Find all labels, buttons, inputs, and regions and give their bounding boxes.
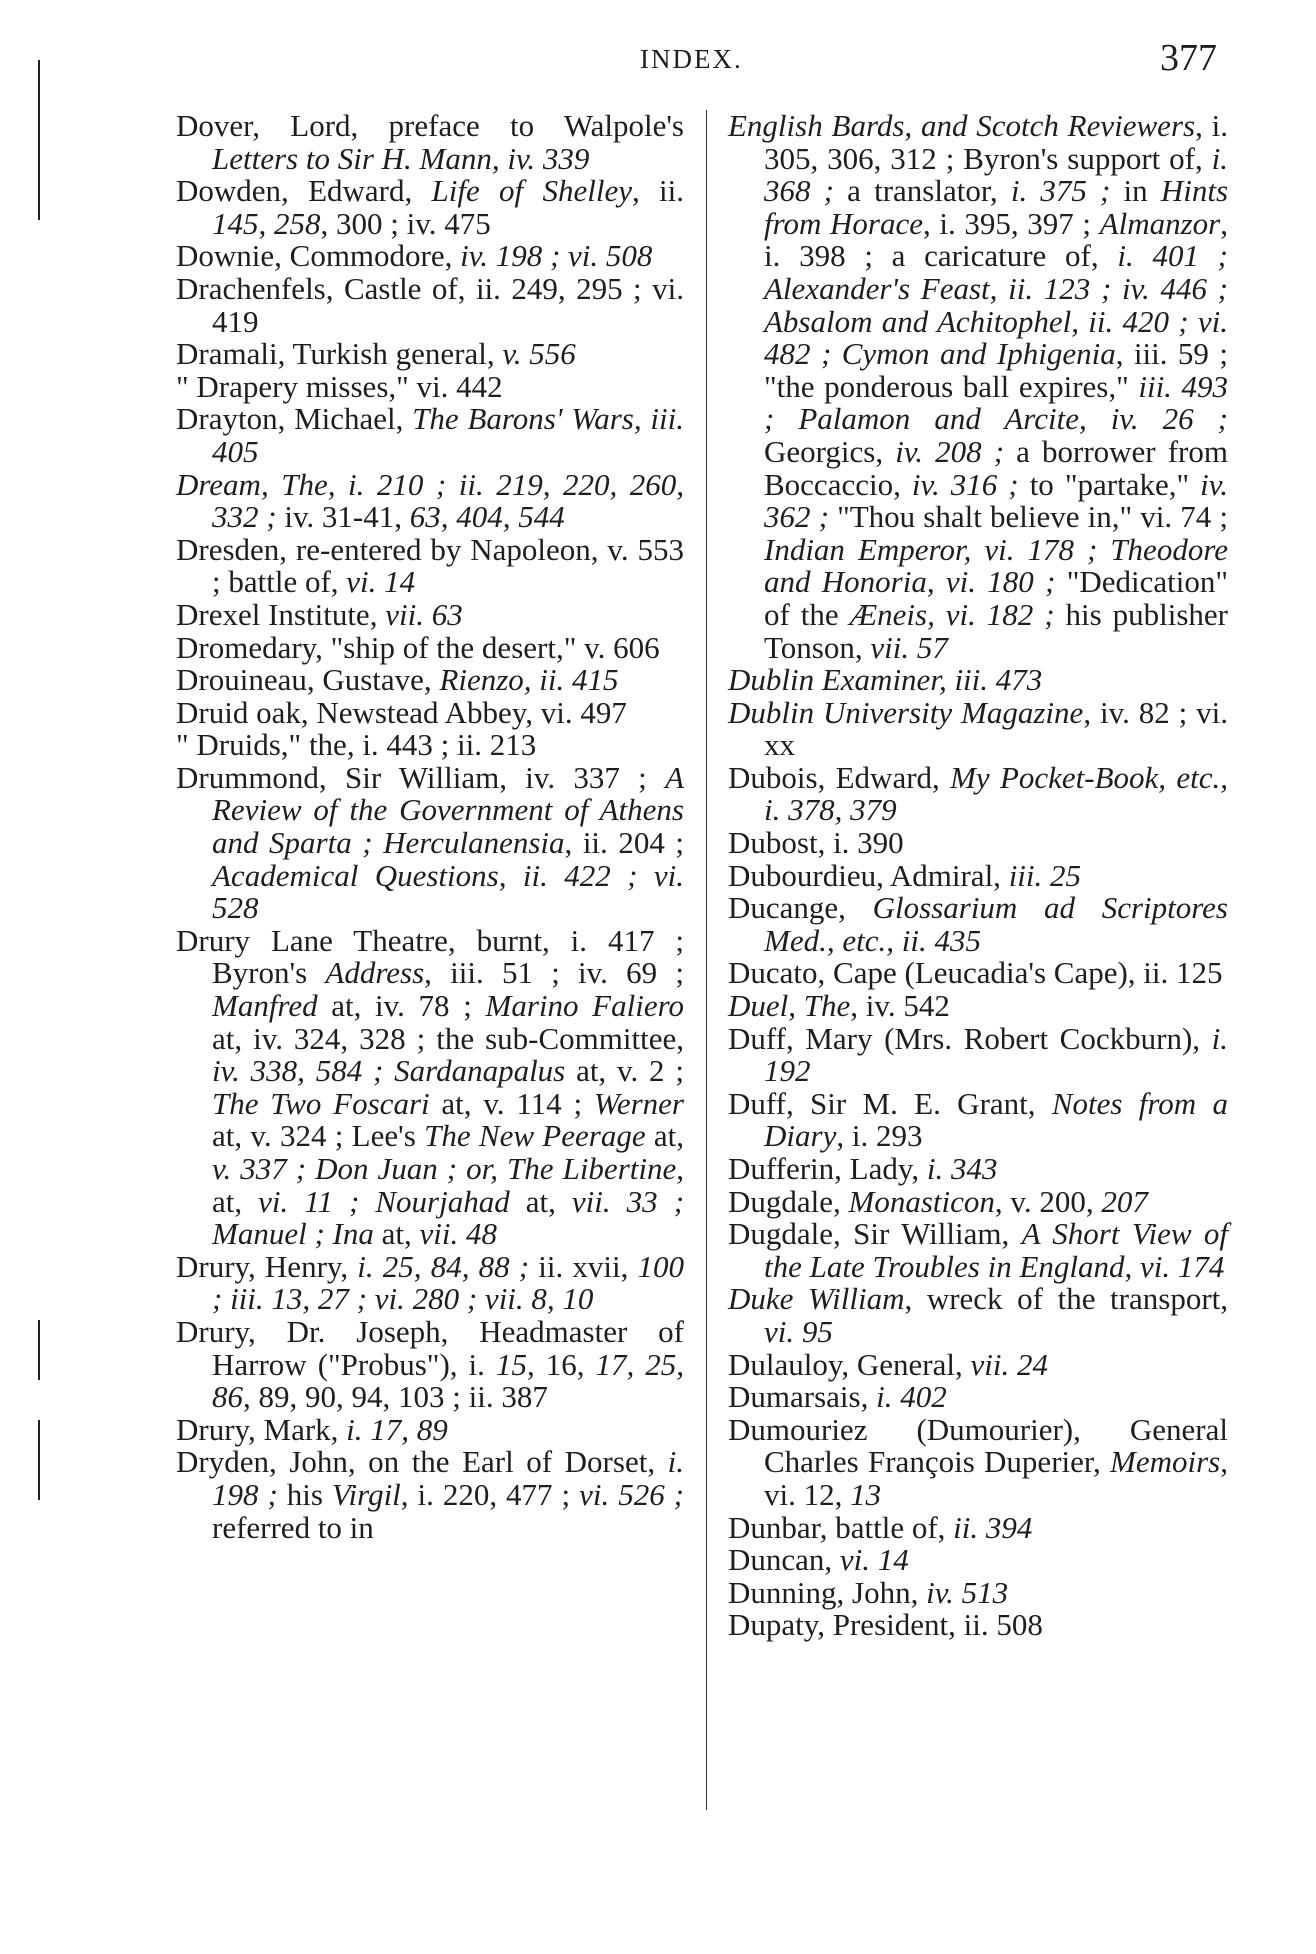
index-entry: Ducato, Cape (Leucadia's Cape), ii. 125 <box>728 955 1223 991</box>
index-entry: Dupaty, President, ii. 508 <box>728 1607 1043 1643</box>
index-entry: Dugdale, Monasticon, v. 200, 207 <box>728 1183 1148 1219</box>
index-entry: Duncan, vi. 14 <box>728 1542 909 1578</box>
index-entry: Drayton, Michael, The Barons' Wars, iii. 405 <box>176 401 684 469</box>
margin-mark <box>38 1420 40 1500</box>
index-entry: Drexel Institute, vii. 63 <box>176 596 463 632</box>
index-entry: Downie, Commodore, iv. 198 ; vi. 508 <box>176 238 653 274</box>
index-entry: Dubost, i. 390 <box>728 825 904 861</box>
index-entry: Dream, The, i. 210 ; ii. 219, 220, 260, 332 ; iv. 31-41, 63, 404, 544 <box>176 466 684 535</box>
index-entry: Duel, The, iv. 542 <box>728 988 950 1024</box>
index-entry: Dubourdieu, Admiral, iii. 25 <box>728 857 1082 893</box>
index-entry: Dramali, Turkish general, v. 556 <box>176 336 576 372</box>
index-entry: Dubois, Edward, My Pocket-Book, etc., i. 378, 379 <box>728 759 1228 828</box>
page-number: 377 <box>1160 37 1217 79</box>
index-column-right <box>728 110 1228 1642</box>
index-entry: Dunbar, battle of, ii. 394 <box>728 1509 1033 1545</box>
index-entry: English Bards, and Scotch Reviewers, i. 305, 306, 312 ; Byron's support of, i. 368 ; a translator, i. 375 ; in Hints from Horace, i. 395, 397 ; Almanzor, i. 398 ; a caricature of, i. 401 ; Alexander's Feast, ii. 123 ; iv. 446 ; Absalom and Achitophel, ii. 420 ; vi. 482 ; Cymon and Iphigenia, iii. 59 ; "the ponderous ball expires," iii. 493 ; Palamon and Arcite, iv. 26 ; Georgics, iv. 208 ; a borrower from Boccaccio, iv. 316 ; to "partake," iv. 362 ; "Thou shalt believe in," vi. 74 ; Indian Emperor, vi. 178 ; Theodore and Honoria, vi. 180 ; "Dedication" of the Æneis, vi. 182 ; his publisher Tonson, vii. 57 <box>728 108 1229 665</box>
index-entry: Dryden, John, on the Earl of Dorset, i. 198 ; his Virgil, i. 220, 477 ; vi. 526 ; referred to in <box>176 1444 684 1545</box>
index-entry: Dresden, re-entered by Napoleon, v. 553 ; battle of, vi. 14 <box>176 531 684 600</box>
index-entry: Dover, Lord, preface to Walpole's Letters to Sir H. Mann, iv. 339 <box>176 108 684 176</box>
index-column-left <box>176 110 684 1544</box>
index-entry: Dowden, Edward, Life of Shelley, ii. 145, 258, 300 ; iv. 475 <box>176 173 684 241</box>
index-entry: Duff, Sir M. E. Grant, Notes from a Diary, i. 293 <box>728 1085 1229 1154</box>
index-entry: Duke William, wreck of the transport, vi. 95 <box>728 1281 1229 1349</box>
index-entry: Duff, Mary (Mrs. Robert Cockburn), i. 192 <box>728 1020 1228 1089</box>
margin-mark <box>38 1320 40 1380</box>
index-entry: Druid oak, Newstead Abbey, vi. 497 <box>176 694 627 730</box>
margin-mark <box>38 60 40 220</box>
index-entry: Drury, Mark, i. 17, 89 <box>176 1411 448 1447</box>
column-divider <box>706 110 707 1810</box>
index-entry: Dunning, John, iv. 513 <box>728 1574 1009 1610</box>
index-entry: Dumouriez (Dumourier), General Charles François Duperier, Memoirs, vi. 12, 13 <box>728 1411 1228 1512</box>
index-entry: Drouineau, Gustave, Rienzo, ii. 415 <box>176 662 619 698</box>
running-head: INDEX. <box>640 44 743 74</box>
index-entry: Drummond, Sir William, iv. 337 ; A Review of the Government of Athens and Sparta ; Herculanensia, ii. 204 ; Academical Questions, ii. 422 ; vi. 528 <box>176 759 684 926</box>
index-entry: Dublin Examiner, iii. 473 <box>728 662 1043 698</box>
index-entry: Drury, Dr. Joseph, Headmaster of Harrow ("Probus"), i. 15, 16, 17, 25, 86, 89, 90, 94, 103 ; ii. 387 <box>176 1313 685 1415</box>
index-entry: " Drapery misses," vi. 442 <box>176 368 503 404</box>
index-entry: Ducange, Glossarium ad Scriptores Med., etc., ii. 435 <box>728 890 1228 958</box>
index-entry: Dublin University Magazine, iv. 82 ; vi. xx <box>728 694 1228 763</box>
index-entry: Drury, Henry, i. 25, 84, 88 ; ii. xvii, 100 ; iii. 13, 27 ; vi. 280 ; vii. 8, 10 <box>176 1248 685 1317</box>
index-entry: Drury Lane Theatre, burnt, i. 417 ; Byron's Address, iii. 51 ; iv. 69 ; Manfred at, iv. 78 ; Marino Faliero at, iv. 324, 328 ; the sub-Committee, iv. 338, 584 ; Sardanapalus at, v. 2 ; The Two Foscari at, v. 114 ; Werner at, v. 324 ; Lee's The New Peerage at, v. 337 ; Don Juan ; or, The Libertine, at, vi. 11 ; Nourjahad at, vii. 33 ; Manuel ; Ina at, vii. 48 <box>176 922 685 1252</box>
index-entry: Dugdale, Sir William, A Short View of the Late Troubles in England, vi. 174 <box>728 1216 1228 1284</box>
index-entry: Dulauloy, General, vii. 24 <box>728 1346 1048 1382</box>
index-entry: " Druids," the, i. 443 ; ii. 213 <box>176 727 537 763</box>
page-header <box>0 30 1316 90</box>
index-entry: Drachenfels, Castle of, ii. 249, 295 ; vi. 419 <box>176 270 684 339</box>
index-entry: Dufferin, Lady, i. 343 <box>728 1151 998 1186</box>
index-entry: Dumarsais, i. 402 <box>728 1379 947 1415</box>
index-entry: Dromedary, "ship of the desert," v. 606 <box>176 629 660 665</box>
